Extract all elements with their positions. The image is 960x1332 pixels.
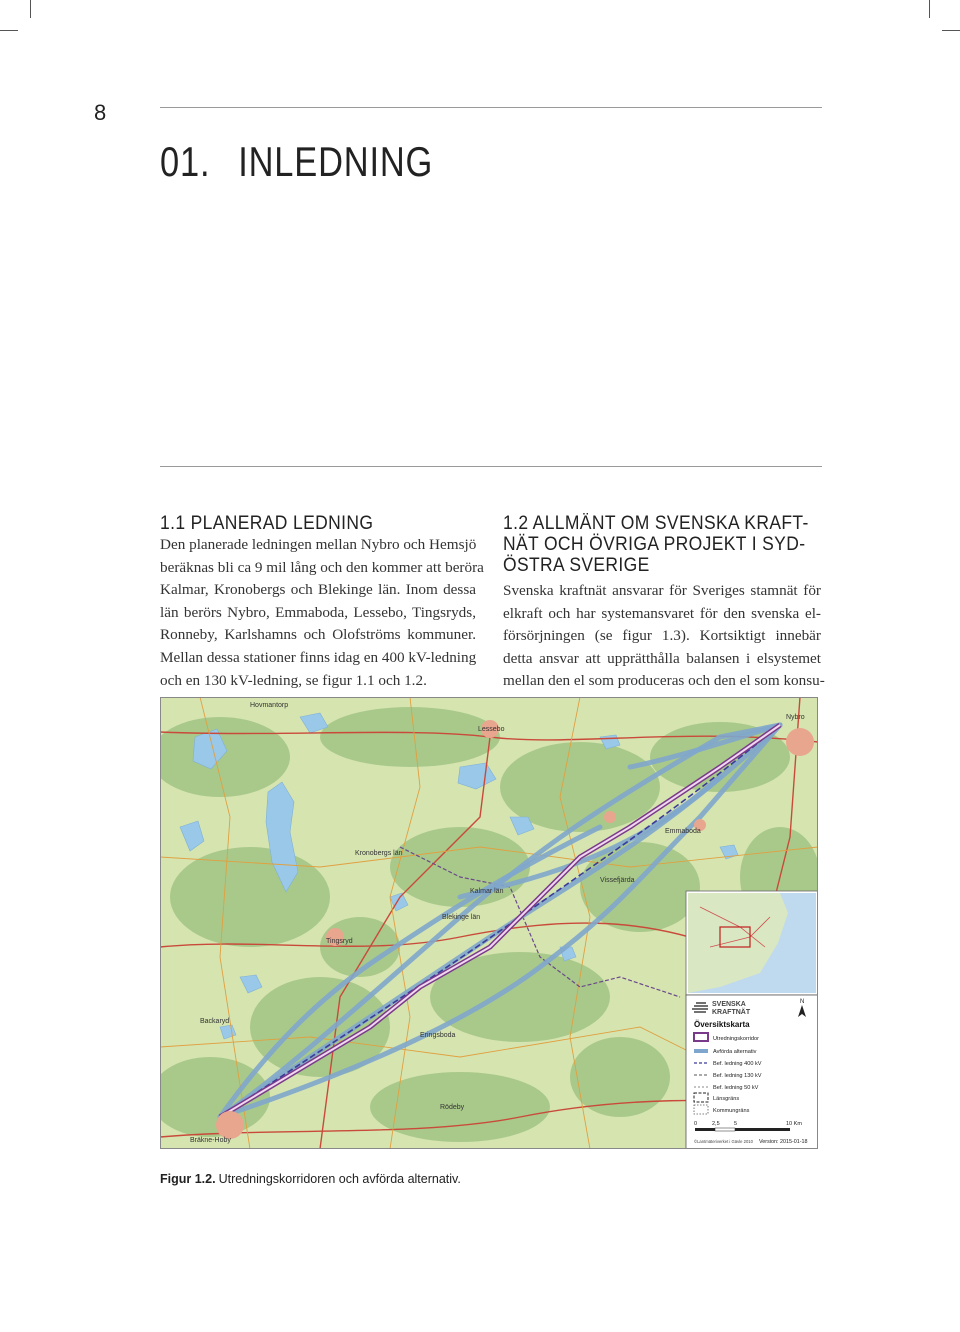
- section-heading: 1.1 PLANERAD LEDNING: [160, 513, 374, 534]
- crop-mark: [942, 30, 960, 31]
- top-rule: [160, 107, 822, 108]
- section-rule: [160, 466, 822, 467]
- place-label: Tingsryd: [326, 938, 353, 945]
- text-line: Mellan dessa stationer finns idag en 400 kV-ledning: [160, 648, 477, 666]
- brand-line: SVENSKA: [712, 1001, 746, 1008]
- brand-line: KRAFTNÄT: [712, 1009, 751, 1016]
- text-line: försörjningen (se figur 1.3). Kortsiktigt innebär: [503, 627, 821, 645]
- crop-mark: [0, 30, 18, 31]
- text-line: och en 130 kV-ledning, se figur 1.1 och 1.2.: [160, 671, 427, 689]
- map-svg: [160, 697, 818, 1149]
- north-label: N: [800, 999, 805, 1005]
- scale-label: 2,5: [712, 1121, 720, 1127]
- corridor-map: [160, 697, 818, 1149]
- text-line: Kalmar, Kronobergs och Blekinge län. Inom dessa: [160, 581, 476, 599]
- place-label: Lessebo: [478, 726, 505, 733]
- text-line: Den planerade ledningen mellan Nybro och Hemsjö: [160, 536, 477, 553]
- page-number: 8: [94, 100, 107, 125]
- chapter-number: 01.: [160, 138, 211, 185]
- heading-line: 1.2 ALLMÄNT OM SVENSKA KRAFT-: [503, 513, 809, 534]
- place-label: Eringsboda: [420, 1032, 456, 1039]
- map-version: Version: 2015-01-18: [759, 1139, 808, 1145]
- place-label: Hovmantorp: [250, 702, 289, 709]
- heading-line: ÖSTRA SVERIGE: [503, 555, 650, 576]
- text-line: mellan den el som produceras och den el som konsu-: [503, 672, 825, 690]
- heading-line: NÄT OCH ÖVRIGA PROJEKT I SYD-: [503, 534, 806, 555]
- legend-item: Länsgräns: [713, 1096, 740, 1102]
- place-label: Kalmar län: [470, 888, 504, 895]
- figure-caption: [160, 1172, 461, 1186]
- legend-title: Översiktskarta: [694, 1020, 750, 1029]
- section-body: [160, 534, 484, 692]
- legend-item: Kommungräns: [713, 1108, 750, 1114]
- section-body: [503, 580, 825, 693]
- caption-text: Utredningskorridoren och avförda alternativ.: [218, 1172, 461, 1186]
- text-line: Ronneby, Karlshamns och Olofströms kommuner.: [160, 626, 476, 644]
- legend-item: Bef. ledning 50 kV: [713, 1085, 759, 1091]
- text-line: beräknas bli ca 9 mil lång och den kommer att beröra: [160, 558, 484, 576]
- place-label: Backaryd: [200, 1018, 230, 1025]
- text-line: Svenska kraftnät ansvarar för Sveriges stamnät för: [503, 582, 821, 599]
- crop-mark: [30, 0, 31, 18]
- place-label: Blekinge län: [442, 914, 481, 921]
- legend-item: Avförda alternativ: [713, 1049, 757, 1055]
- inset-map: [686, 891, 818, 995]
- legend-item: Bef. ledning 400 kV: [713, 1061, 762, 1067]
- caption-label: Figur 1.2.: [160, 1172, 216, 1186]
- place-label: Bräkne-Hoby: [190, 1137, 231, 1144]
- text-line: detta ansvar att upprätthålla balansen i elsystemet: [503, 649, 821, 667]
- chapter-title: [160, 138, 433, 186]
- scale-label: 10 Km: [786, 1121, 802, 1127]
- legend-item: Utredningskorridor: [713, 1036, 760, 1042]
- legend-item: Bef. ledning 130 kV: [713, 1073, 762, 1079]
- chapter-name: INLEDNING: [238, 138, 434, 185]
- map-source: ©Lantmäteriverket i Gävle 2010: [694, 1139, 753, 1144]
- place-label: Rödeby: [440, 1104, 465, 1111]
- text-line: län berörs Nybro, Emmaboda, Lessebo, Tingsryds,: [160, 603, 476, 621]
- place-label: Nybro: [786, 714, 805, 721]
- scale-label: 0: [694, 1121, 698, 1127]
- map-legend: [686, 995, 818, 1149]
- place-label: Kronobergs län: [355, 850, 403, 857]
- place-label: Vissefjärda: [600, 877, 635, 884]
- section-heading: [503, 513, 809, 576]
- place-label: Emmaboda: [665, 828, 701, 835]
- crop-mark: [929, 0, 930, 18]
- scale-label: 5: [734, 1121, 738, 1127]
- text-line: elkraft och har systemansvaret för den svenska el-: [503, 604, 821, 622]
